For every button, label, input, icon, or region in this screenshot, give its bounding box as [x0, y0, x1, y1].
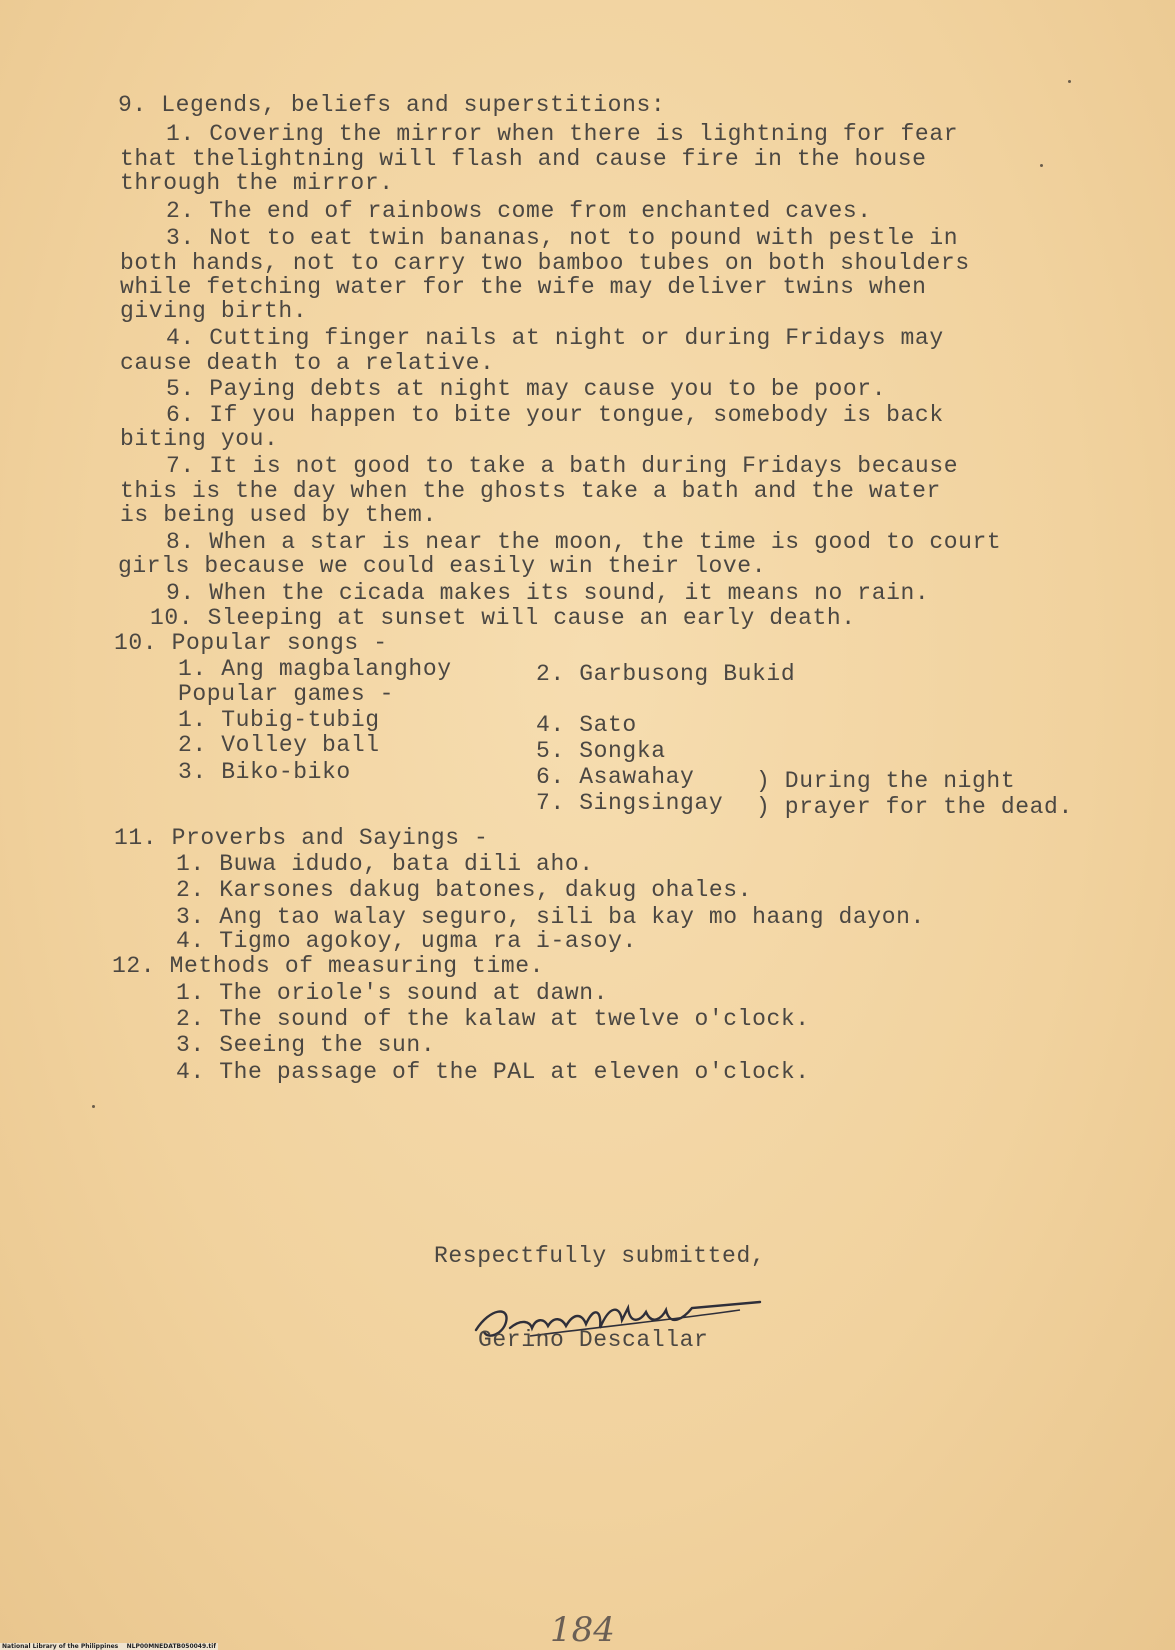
paper-speck — [1068, 80, 1071, 83]
game-item: 1. Tubig-tubig — [178, 707, 380, 733]
section-heading: 11. Proverbs and Sayings - — [114, 825, 489, 851]
method-item: 4. The passage of the PAL at eleven o'clock. — [176, 1059, 810, 1085]
game-item: 7. Singsingay — [536, 790, 724, 816]
song-item: 1. Ang magbalanghoy — [178, 656, 452, 682]
game-note: ) During the night — [756, 768, 1016, 794]
method-item: 1. The oriole's sound at dawn. — [176, 980, 609, 1006]
method-item: 2. The sound of the kalaw at twelve o'clock. — [176, 1006, 810, 1032]
section-heading: 10. Popular songs - — [114, 630, 388, 656]
game-item: 3. Biko-biko — [178, 759, 351, 785]
game-item: 4. Sato — [536, 712, 637, 738]
subheading: Popular games - — [178, 681, 395, 707]
text-line: that thelightning will flash and cause fire in the house — [120, 146, 927, 172]
section-heading: 12. Methods of measuring time. — [112, 953, 545, 979]
game-item: 5. Songka — [536, 738, 666, 764]
text-line: 9. When the cicada makes its sound, it means no rain. — [166, 580, 930, 606]
text-line: 7. It is not good to take a bath during Fridays because — [166, 453, 959, 479]
text-line: both hands, not to carry two bamboo tubes on both shoulders — [120, 250, 970, 276]
proverb-item: 1. Buwa idudo, bata dili aho. — [176, 851, 594, 877]
proverb-item: 2. Karsones dakug batones, dakug ohales. — [176, 877, 753, 903]
text-line: cause death to a relative. — [120, 350, 495, 376]
text-line: 2. The end of rainbows come from enchanted caves. — [166, 198, 872, 224]
text-line: giving birth. — [120, 298, 308, 324]
text-line: is being used by them. — [120, 502, 437, 528]
text-line: biting you. — [120, 426, 279, 452]
text-line: through the mirror. — [120, 170, 394, 196]
paper-speck — [1040, 164, 1043, 167]
text-line: 5. Paying debts at night may cause you to be poor. — [166, 376, 887, 402]
text-line: 10. Sleeping at sunset will cause an early death. — [150, 605, 856, 631]
text-line: girls because we could easily win their love. — [118, 553, 767, 579]
game-item: 6. Asawahay — [536, 764, 695, 790]
closing: Respectfully submitted, — [434, 1243, 766, 1269]
method-item: 3. Seeing the sun. — [176, 1032, 436, 1058]
text-line: 8. When a star is near the moon, the time is good to court — [166, 529, 1002, 555]
text-line: 6. If you happen to bite your tongue, somebody is back — [166, 402, 944, 428]
text-line: while fetching water for the wife may deliver twins when — [120, 274, 927, 300]
game-note: ) prayer for the dead. — [756, 794, 1073, 820]
text-line: this is the day when the ghosts take a bath and the water — [120, 478, 941, 504]
paper-speck — [92, 1105, 95, 1108]
section-heading: 9. Legends, beliefs and superstitions: — [118, 92, 666, 118]
signatory-name: Gerino Descallar — [478, 1327, 709, 1353]
proverb-item: 3. Ang tao walay seguro, sili ba kay mo haang dayon. — [176, 904, 925, 930]
text-line: 3. Not to eat twin bananas, not to pound with pestle in — [166, 225, 959, 251]
game-item: 2. Volley ball — [178, 732, 380, 758]
text-line: 1. Covering the mirror when there is lightning for fear — [166, 121, 959, 147]
song-item: 2. Garbusong Bukid — [536, 661, 796, 687]
text-line: 4. Cutting finger nails at night or during Fridays may — [166, 325, 944, 351]
proverb-item: 4. Tigmo agokoy, ugma ra i-asoy. — [176, 928, 637, 954]
archive-footer: National Library of the Philippines NLP00MNEDATB050049.tif — [2, 1643, 216, 1650]
page-number: 184 — [550, 1610, 615, 1650]
